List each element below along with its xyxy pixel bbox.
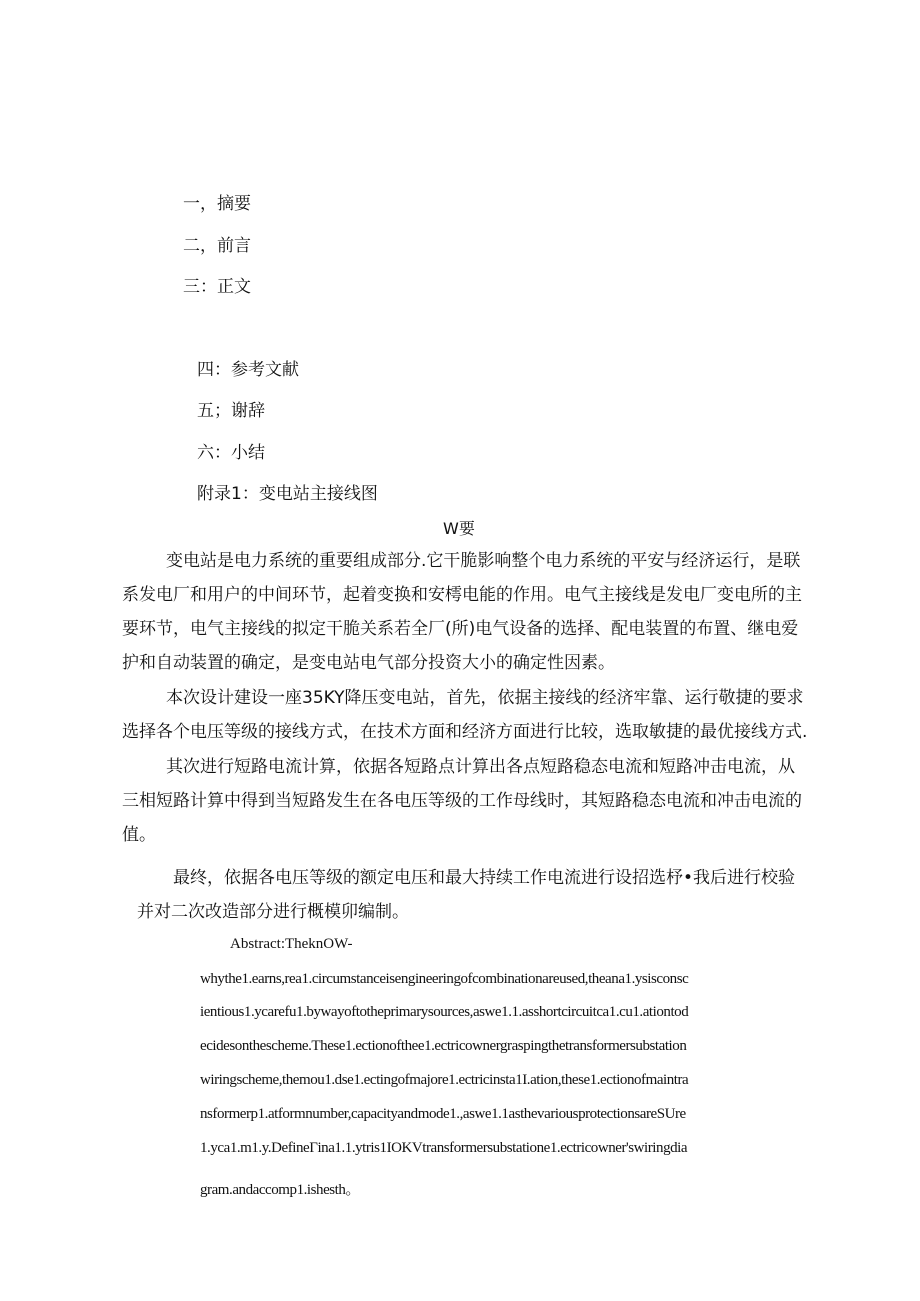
- paragraph-line: 选择各个电压等级的接线方式，在技术方面和经济方面进行比较，选取敏捷的最优接线方式.: [122, 722, 808, 742]
- toc-item-summary: 六：小结: [197, 443, 265, 463]
- english-abstract-line: ientious1.ycarefu1.bywayoftotheprimarysources,aswe1.1.asshortcircuitca1.cu1.ationtod: [200, 1004, 689, 1020]
- toc-item-abstract: 一，摘要: [183, 194, 251, 214]
- paragraph-line: 其次进行短路电流计算，依据各短路点计算出各点短路稳态电流和短路冲击电流，从: [166, 757, 795, 777]
- abstract-paragraph-4: [122, 861, 812, 929]
- paragraph-line: 最终，依据各电压等级的额定电压和最大持续工作电流进行设招选杼•我后进行校验: [173, 868, 796, 888]
- paragraph-line: 值。: [122, 825, 156, 845]
- paragraph-line: 三相短路计算中得到当短路发生在各电压等级的工作母线时，其短路稳态电流和冲击电流的: [122, 791, 802, 811]
- toc-item-acknowledgements: 五；谢辞: [197, 401, 265, 421]
- english-abstract-line: whythe1.earns,rea1.circumstanceisengineeringofcombinationareused,theana1.ysisconsc: [200, 971, 689, 987]
- abstract-paragraph-1: [122, 544, 812, 680]
- english-abstract-label: Abstract:TheknOW-: [230, 936, 353, 952]
- toc-item-appendix: 附录1：变电站主接线图: [197, 484, 378, 504]
- english-abstract-line: 1.yca1.m1.y.DefineΓina1.1.ytris1IOKVtransformersubstatione1.ectricowner'swiringdia: [200, 1140, 688, 1156]
- toc-item-body: 三：正文: [183, 277, 251, 297]
- paragraph-line: 并对二次改造部分进行概模卯编制。: [137, 902, 409, 922]
- abstract-paragraph-2: [122, 681, 812, 749]
- english-abstract-line: nsformerp1.atformnumber,capacityandmode1.,aswe1.1asthevariousprotectionsareSUre: [200, 1106, 686, 1122]
- abstract-paragraph-3: [122, 750, 812, 852]
- english-abstract-line: gram.andaccomp1.ishesth。: [200, 1182, 360, 1198]
- english-abstract-line: ecidesonthescheme.These1.ectionofthee1.ectricownergraspingthetransformersubstation: [200, 1038, 687, 1054]
- abstract-heading: W要: [443, 519, 475, 538]
- paragraph-line: 护和自动装置的确定，是变电站电气部分投资大小的确定性因素。: [122, 653, 615, 673]
- english-abstract-line: wiringscheme,themou1.dse1.ectingofmajore1.ectricinsta1I.ation,these1.ectionofmaintra: [200, 1072, 689, 1088]
- toc-item-preface: 二，前言: [183, 236, 251, 256]
- toc-item-references: 四：参考文献: [197, 360, 299, 380]
- paragraph-line: 本次设计建设一座35KY降压变电站，首先，依据主接线的经济牢靠、运行敬捷的要求: [166, 688, 804, 708]
- paragraph-line: 系发电厂和用户的中间环节，起着变换和安樗电能的作用。电气主接线是发电厂变电所的主: [122, 585, 802, 605]
- paragraph-line: 变电站是电力系统的重要组成部分.它干脆影响整个电力系统的平安与经济运行，是联: [166, 551, 801, 571]
- paragraph-line: 要环节，电气主接线的拟定干脆关系若全厂(所)电气设备的选择、配电装置的布置、继电爱: [122, 619, 799, 639]
